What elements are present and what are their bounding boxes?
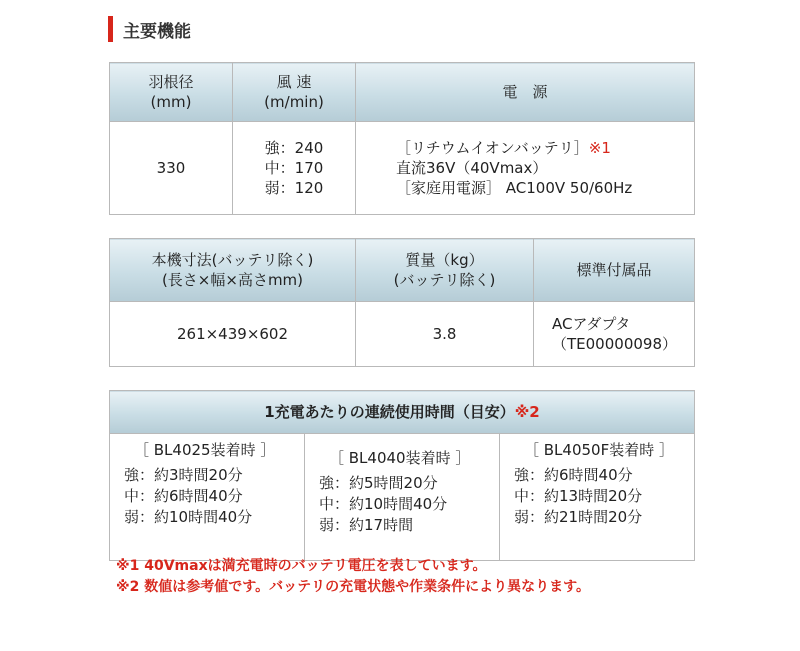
header-text: 羽根径	[148, 73, 194, 91]
header-accessories	[534, 239, 695, 302]
weight-value: 3.8	[356, 302, 534, 367]
header-runtime	[110, 391, 695, 434]
battery-bl4050f-cell	[500, 434, 695, 561]
header-unit: (m/min)	[264, 93, 324, 111]
battery-bl4025-cell	[110, 434, 305, 561]
note-mark-2: ※2	[514, 403, 540, 421]
accessory-name: ACアダプタ	[552, 315, 631, 333]
power-battery-line	[396, 138, 632, 158]
accessory-code: （TE00000098）	[552, 335, 677, 353]
battery-name: ［ BL4025装着時 ］	[134, 441, 276, 459]
header-text: 1充電あたりの連続使用時間（目安）	[264, 403, 515, 421]
note-mark-1: ※1	[588, 139, 611, 157]
header-wind-speed	[233, 63, 356, 122]
header-text: 電 源	[502, 83, 548, 101]
battery-name: ［ BL4050F装着時 ］	[524, 441, 674, 459]
dimensions-value: 261×439×602	[110, 302, 356, 367]
power-cell	[356, 122, 695, 215]
runtime-strong: 強：約5時間20分	[319, 474, 438, 492]
section-title-text: 主要機能	[123, 21, 191, 42]
runtime-weak: 弱：約21時間20分	[514, 508, 643, 526]
table-header-row	[110, 239, 695, 302]
battery-bl4040-cell	[305, 434, 500, 561]
header-unit: (バッテリ除く)	[393, 271, 496, 289]
speed-weak: 弱：120	[264, 179, 324, 197]
runtime-medium: 中：約6時間40分	[124, 487, 243, 505]
table-header-row	[110, 63, 695, 122]
battery-name: ［ BL4040装着時 ］	[329, 449, 471, 467]
runtime-weak: 弱：約10時間40分	[124, 508, 253, 526]
table-row	[110, 302, 695, 367]
footnotes	[116, 556, 590, 598]
header-text: 本機寸法(バッテリ除く)	[151, 251, 314, 269]
wind-speed-cell	[233, 122, 356, 215]
runtime-medium: 中：約13時間20分	[514, 487, 643, 505]
footnote-2: ※2 数値は参考値です。バッテリの充電状態や作業条件により異なります。	[116, 579, 590, 595]
header-dimensions	[110, 239, 356, 302]
runtime-table	[109, 390, 695, 561]
fan-diameter-value: 330	[110, 122, 233, 215]
power-ac: ［家庭用電源］ AC100V 50/60Hz	[396, 179, 633, 197]
header-unit: (mm)	[150, 93, 192, 111]
header-text: 標準付属品	[576, 261, 652, 279]
header-text: 風 速	[276, 73, 312, 91]
header-unit: (長さ×幅×高さmm)	[161, 271, 304, 289]
speed-strong: 強：240	[264, 139, 324, 157]
power-battery-text: ［リチウムイオンバッテリ］	[396, 139, 589, 157]
table-header-row	[110, 391, 695, 434]
section-title	[108, 16, 191, 42]
table-row	[110, 122, 695, 215]
footnote-1: ※1 40Vmaxは満充電時のバッテリ電圧を表しています。	[116, 558, 487, 574]
spec-table-dimensions	[109, 238, 695, 367]
spec-table-main	[109, 62, 695, 215]
title-accent-bar	[108, 16, 113, 42]
runtime-strong: 強：約3時間20分	[124, 466, 243, 484]
accessory-cell	[534, 302, 695, 367]
header-text: 質量（kg）	[405, 251, 484, 269]
speed-medium: 中：170	[264, 159, 324, 177]
runtime-weak: 弱：約17時間	[319, 516, 414, 534]
header-weight	[356, 239, 534, 302]
runtime-strong: 強：約6時間40分	[514, 466, 633, 484]
runtime-medium: 中：約10時間40分	[319, 495, 448, 513]
table-row	[110, 434, 695, 561]
power-dc: 直流36V（40Vmax）	[396, 159, 548, 177]
header-fan-diameter	[110, 63, 233, 122]
header-power	[356, 63, 695, 122]
